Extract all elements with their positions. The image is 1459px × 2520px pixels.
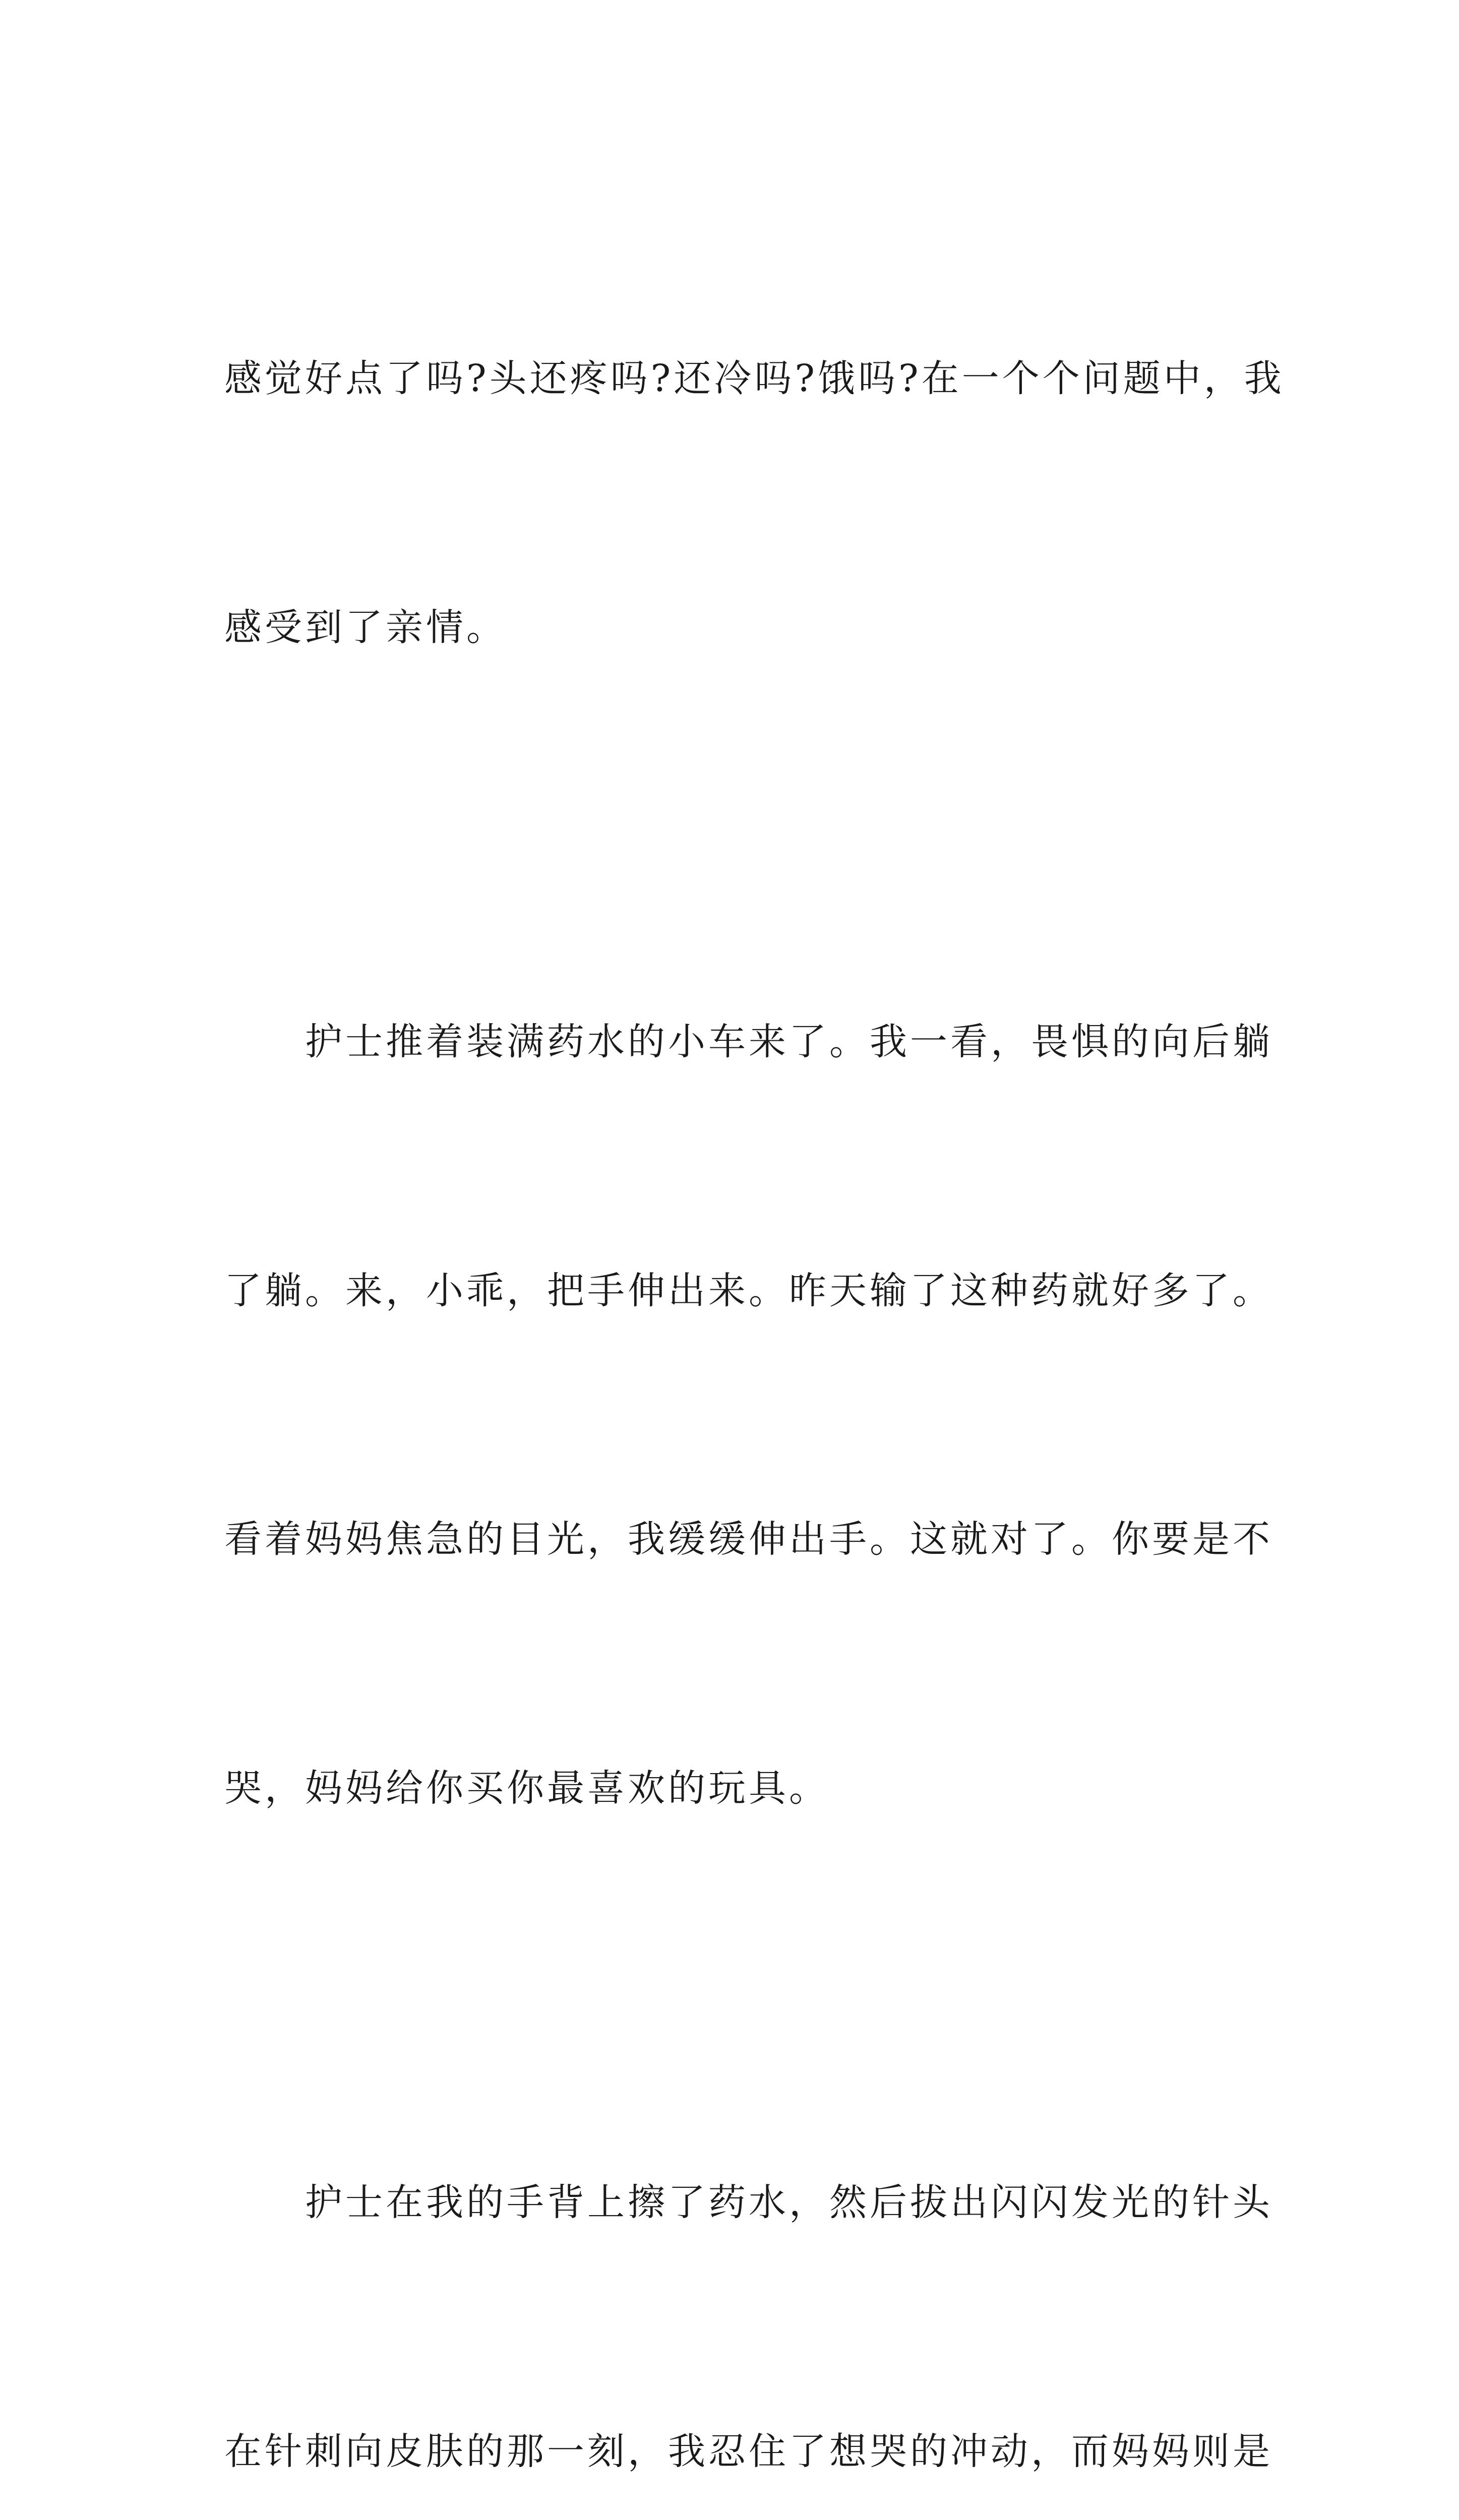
text-line: 在针刺向皮肤的那一刻，我忍住了想哭的冲动，而妈妈则是 (224, 2429, 1273, 2473)
essay-body (224, 171, 1285, 2520)
text-line: 护士推着装满药水的小车来了。我一看，畏惧的向后躺 (305, 1020, 1273, 1063)
text-line: 护士在我的手背上擦了药水，然后拔出闪闪发光的针头 (305, 2181, 1273, 2224)
text-line: 了躺。来，小乖，把手伸出来。昨天输了这种药就好多了。 (224, 1269, 1273, 1312)
text-line: 看着妈妈焦急的目光，我缓缓伸出手。这就对了。你要是不 (224, 1518, 1273, 1561)
text-line: 感觉好点了吗?头还疼吗?还冷吗?饿吗?在一个个问题中，我 (224, 357, 1285, 400)
text-line: 感受到了亲情。 (224, 605, 507, 649)
paragraph-3 (224, 1995, 1273, 2520)
paragraph-2 (224, 835, 1273, 1995)
paragraph-1 (224, 171, 1285, 835)
text-line: 哭，妈妈给你买你最喜欢的玩具。 (224, 1766, 829, 1810)
